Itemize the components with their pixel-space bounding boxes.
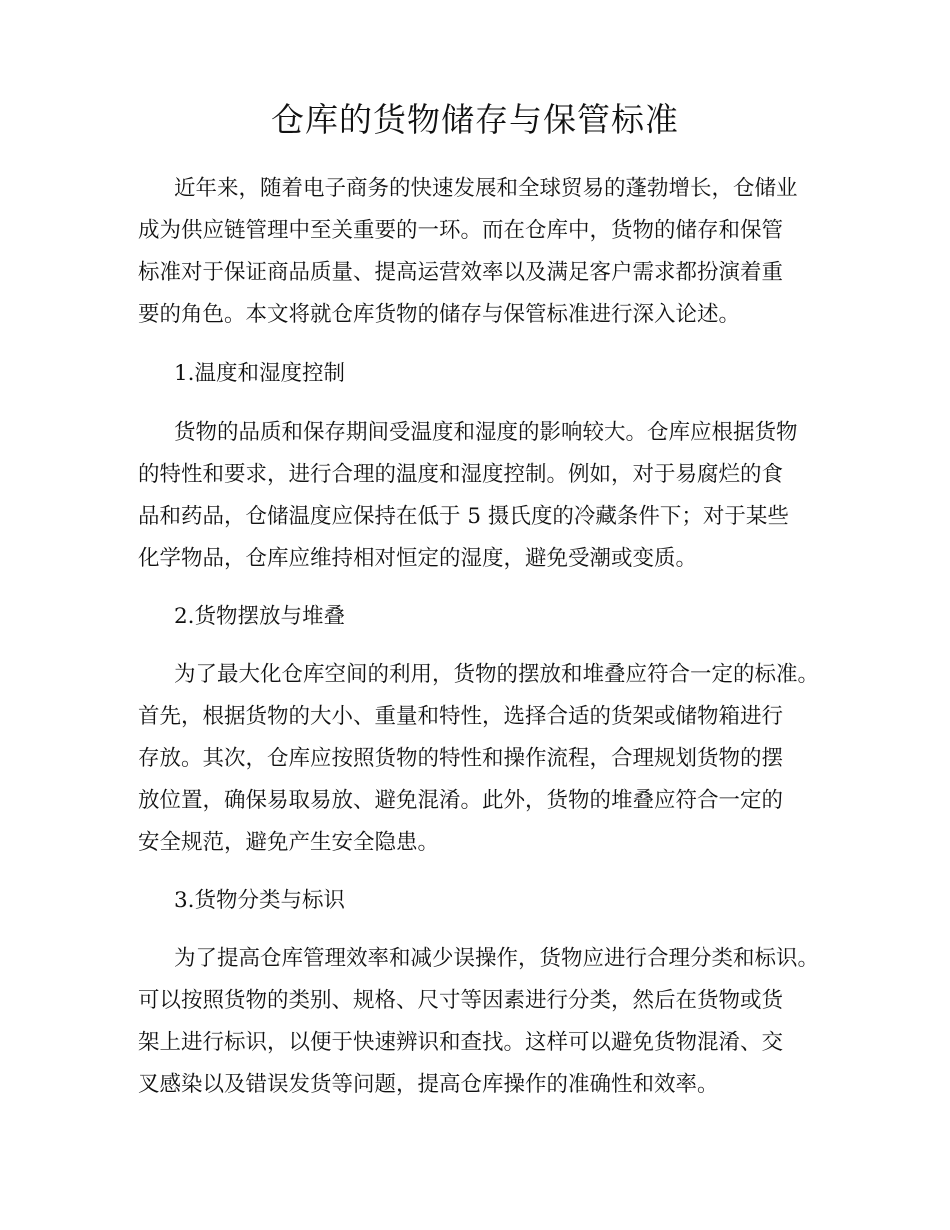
paragraph-line: 品和药品，仓储温度应保持在低于 5 摄氏度的冷藏条件下；对于某些 [138, 504, 789, 529]
paragraph-line: 存放。其次，仓库应按照货物的特性和操作流程，合理规划货物的摆 [138, 746, 784, 771]
section-heading-placement-stacking: 2.货物摆放与堆叠 [174, 604, 346, 629]
section-heading-temperature-humidity: 1.温度和湿度控制 [174, 361, 346, 386]
paragraph-line: 货物的品质和保存期间受温度和湿度的影响较大。仓库应根据货物 [174, 420, 798, 445]
paragraph-line: 架上进行标识，以便于快速辨识和查找。这样可以避免货物混淆、交 [138, 1030, 784, 1055]
paragraph-line: 的特性和要求，进行合理的温度和湿度控制。例如，对于易腐烂的食 [138, 462, 784, 487]
paragraph-line: 可以按照货物的类别、规格、尺寸等因素进行分类，然后在货物或货 [138, 988, 784, 1013]
paragraph-line: 为了提高仓库管理效率和减少误操作，货物应进行合理分类和标识。 [174, 946, 820, 971]
paragraph-line: 首先，根据货物的大小、重量和特性，选择合适的货架或储物箱进行 [138, 704, 784, 729]
paragraph-line: 要的角色。本文将就仓库货物的储存与保管标准进行深入论述。 [138, 302, 741, 327]
paragraph-line: 安全规范，避免产生安全隐患。 [138, 830, 440, 855]
paragraph-line: 放位置，确保易取易放、避免混淆。此外，货物的堆叠应符合一定的 [138, 788, 784, 813]
paragraph-line: 成为供应链管理中至关重要的一环。而在仓库中，货物的储存和保管 [138, 218, 784, 243]
section-heading-classification-labeling: 3.货物分类与标识 [174, 888, 346, 913]
document-title: 仓库的货物储存与保管标准 [271, 100, 679, 139]
paragraph-line: 叉感染以及错误发货等问题，提高仓库操作的准确性和效率。 [138, 1072, 719, 1097]
paragraph-line: 标准对于保证商品质量、提高运营效率以及满足客户需求都扮演着重 [138, 260, 784, 285]
paragraph-line: 近年来，随着电子商务的快速发展和全球贸易的蓬勃增长，仓储业 [174, 176, 798, 201]
paragraph-line: 为了最大化仓库空间的利用，货物的摆放和堆叠应符合一定的标准。 [174, 662, 820, 687]
paragraph-line: 化学物品，仓库应维持相对恒定的湿度，避免受潮或变质。 [138, 546, 698, 571]
